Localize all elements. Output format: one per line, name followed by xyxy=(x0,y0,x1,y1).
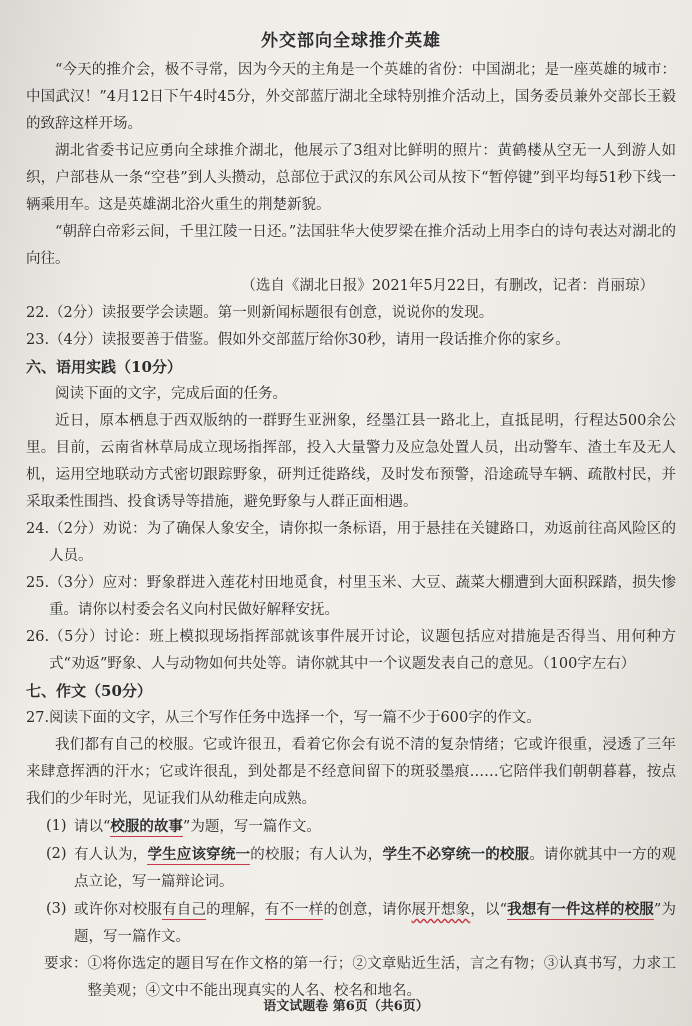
task-2-emphasis-2: 学生不必穿统一的校服 xyxy=(382,846,530,863)
question-24-text: （2分）劝说：为了确保人象安全，请你拟一条标语，用于悬挂在关键路口，劝返前往高风险区的人员。 xyxy=(49,521,676,564)
task-3-a: 或许你对校服 xyxy=(74,902,163,918)
task-3-wavy: 展开想象 xyxy=(411,902,471,918)
task-3-i: ”为题，写一篇作文。 xyxy=(74,902,677,945)
writing-task-3-text xyxy=(74,896,676,951)
question-22-text: （2分）读报要学会读题。第一则新闻标题很有创意，说说你的发现。 xyxy=(49,305,494,321)
writing-task-2-number: (2) xyxy=(46,846,67,862)
question-23-text: （4分）读报要善于借鉴。假如外交部蓝厅给你30秒，请用一段话推介你的家乡。 xyxy=(49,332,570,348)
task-3-e: 的创意，请你 xyxy=(323,902,412,918)
question-25 xyxy=(26,570,676,624)
writing-task-3-number: (3) xyxy=(46,901,67,917)
question-24 xyxy=(26,516,676,570)
question-23-number: 23. xyxy=(26,332,50,348)
article-title: 外交部向全球推介英雄 xyxy=(261,31,441,51)
section-6-passage: 近日，原本栖息于西双版纳的一群野生亚洲象，经墨江县一路北上，直抵昆明，行程达500余公里。目前，云南省林草局成立现场指挥部，投入大量警力及应急处置人员，出动警车、渣土车及无人机，运用空地联动方式密切跟踪野象，研判迁徙路线，及时发布预警，沿途疏导车辆、疏散村民，并采取柔性围挡、投食诱导等措施，避免野象与人群正面相遇。 xyxy=(26,413,676,510)
task-3-g: ，以“ xyxy=(470,902,507,918)
writing-task-3 xyxy=(26,896,676,951)
page-footer: 语文试题卷 第6页（共6页） xyxy=(263,999,429,1014)
article-paragraph-1: “今天的推介会，极不寻常，因为今天的主角是一个英雄的省份：中国湖北；是一座英雄的城市：中国武汉！”4月12日下午4时45分，外交部蓝厅湖北全球特别推介活动上，国务委员兼外交部长王毅的致辞这样开场。 xyxy=(26,62,676,132)
question-25-number: 25. xyxy=(26,575,50,591)
question-24-number: 24. xyxy=(26,521,50,537)
task-1-pre: 请以“ xyxy=(74,819,111,835)
requirements-text: ①将你选定的题目写在作文格的第一行；②文章贴近生活，言之有物；③认真书写，力求工整美观；④文中不能出现真实的人名、校名和地名。 xyxy=(87,956,676,999)
section-7-passage: 我们都有自己的校服。它或许很丑，看着它你会有说不清的复杂情绪；它或许很重，浸透了三年来肆意挥洒的汗水；它或许很乱，到处都是不经意间留下的斑驳墨痕……它陪伴我们朝朝暮暮，按点我们的少年时光，见证我们从幼稚走向成熟。 xyxy=(26,737,676,807)
task-3-underline-1: 有自己 xyxy=(162,902,207,918)
question-27 xyxy=(26,705,676,732)
writing-task-1-number: (1) xyxy=(46,818,67,834)
section-7-heading: 七、作文（50分） xyxy=(26,682,152,700)
task-3-underline-2: 有不一样 xyxy=(264,902,324,918)
task-3-c: 的理解， xyxy=(206,902,265,918)
article-paragraph-3: “朝辞白帝彩云间，千里江陵一日还。”法国驻华大使罗梁在推介活动上用李白的诗句表达对湖北的向往。 xyxy=(26,224,676,267)
article-paragraph-2: 湖北省委书记应勇向全球推介湖北，他展示了3组对比鲜明的照片：黄鹤楼从空无一人到游人如织，户部巷从一条“空巷”到人头攒动，总部位于武汉的东风公司从按下“暂停键”到平均每51秒下线一辆乘用车。这是英雄湖北浴火重生的荆楚新貌。 xyxy=(26,143,676,213)
question-26 xyxy=(26,624,676,678)
question-26-text: （5分）讨论：班上模拟现场指挥部就该事件展开讨论，议题包括应对措施是否得当、用何种方式“劝返”野象、人与动物如何共处等。请你就其中一个议题发表自己的意见。（100字左右） xyxy=(49,629,676,672)
question-22 xyxy=(26,300,676,327)
question-23 xyxy=(26,327,676,354)
question-22-number: 22. xyxy=(26,305,50,321)
writing-task-2-text xyxy=(74,841,676,896)
requirements-label: 要求： xyxy=(44,956,88,972)
page-content xyxy=(26,26,676,1005)
task-2-a: 有人认为， xyxy=(74,847,148,863)
article-source: （选自《湖北日报》2021年5月22日，有删改，记者：肖丽琼） xyxy=(241,278,654,294)
section-6-heading: 六、语用实践（10分） xyxy=(26,358,182,376)
question-26-number: 26. xyxy=(26,629,50,645)
task-2-e: 。请你就其中一方的观点立论，写一篇辩论词。 xyxy=(74,847,676,890)
section-6-intro: 阅读下面的文字，完成后面的任务。 xyxy=(55,386,287,402)
task-1-emphasis: 校服的故事 xyxy=(110,818,183,835)
question-27-text: 阅读下面的文字，从三个写作任务中选择一个，写一篇不少于600字的作文。 xyxy=(49,710,541,726)
question-25-text: （3分）应对：野象群进入莲花村田地觅食，村里玉米、大豆、蔬菜大棚遭到大面积踩踏，损失惨重。请你以村委会名义向村民做好解释安抚。 xyxy=(49,575,676,618)
question-27-number: 27. xyxy=(26,710,50,726)
task-2-emphasis-1: 学生应该穿统一 xyxy=(147,846,251,863)
task-1-post: ”为题，写一篇作文。 xyxy=(182,819,321,835)
writing-task-1 xyxy=(26,813,676,841)
task-3-emphasis: 我想有一件这样的校服 xyxy=(507,901,654,918)
writing-task-2 xyxy=(26,841,676,896)
task-2-c: 的校服；有人认为， xyxy=(250,847,383,863)
writing-task-1-text xyxy=(74,813,676,841)
